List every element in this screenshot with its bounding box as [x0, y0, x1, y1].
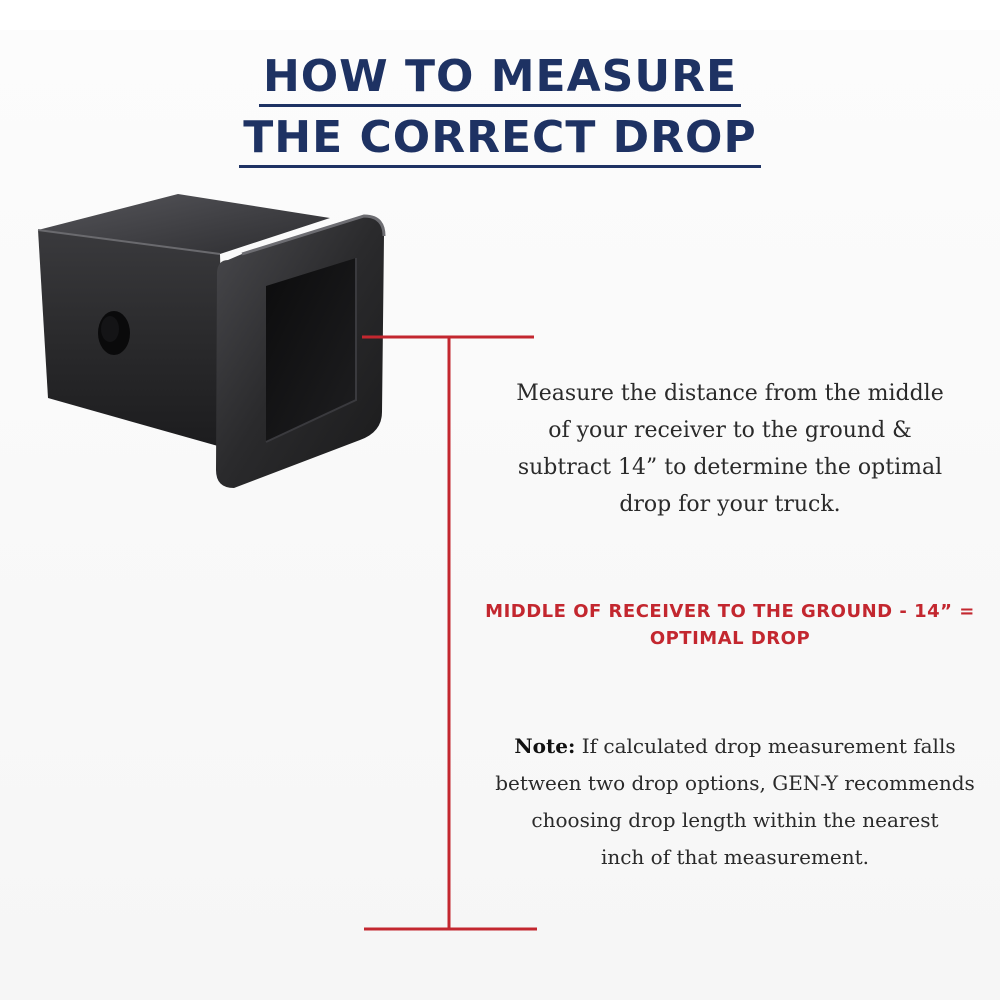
- title-line-2: THE CORRECT DROP: [239, 113, 760, 168]
- note-line-1: If calculated drop measurement falls: [575, 734, 956, 758]
- instructions-line: subtract 14” to determine the optimal: [517, 455, 943, 480]
- formula-line: MIDDLE OF RECEIVER TO THE GROUND - 14” =: [485, 601, 975, 622]
- note-line: choosing drop length within the nearest: [531, 808, 939, 832]
- formula-text: [470, 598, 990, 652]
- instructions-line: drop for your truck.: [619, 492, 841, 517]
- note-line: inch of that measurement.: [600, 845, 870, 869]
- note-text: [470, 728, 1000, 876]
- note-label: Note:: [514, 734, 576, 758]
- instructions-line: Measure the distance from the middle: [516, 381, 944, 406]
- instructions-line: of your receiver to the ground &: [548, 418, 912, 443]
- note-line: between two drop options, GEN-Y recommends: [495, 771, 975, 795]
- formula-line: OPTIMAL DROP: [649, 628, 811, 649]
- note-line: [470, 728, 1000, 765]
- instructions-text: [500, 375, 960, 523]
- title-line-1: HOW TO MEASURE: [259, 52, 741, 107]
